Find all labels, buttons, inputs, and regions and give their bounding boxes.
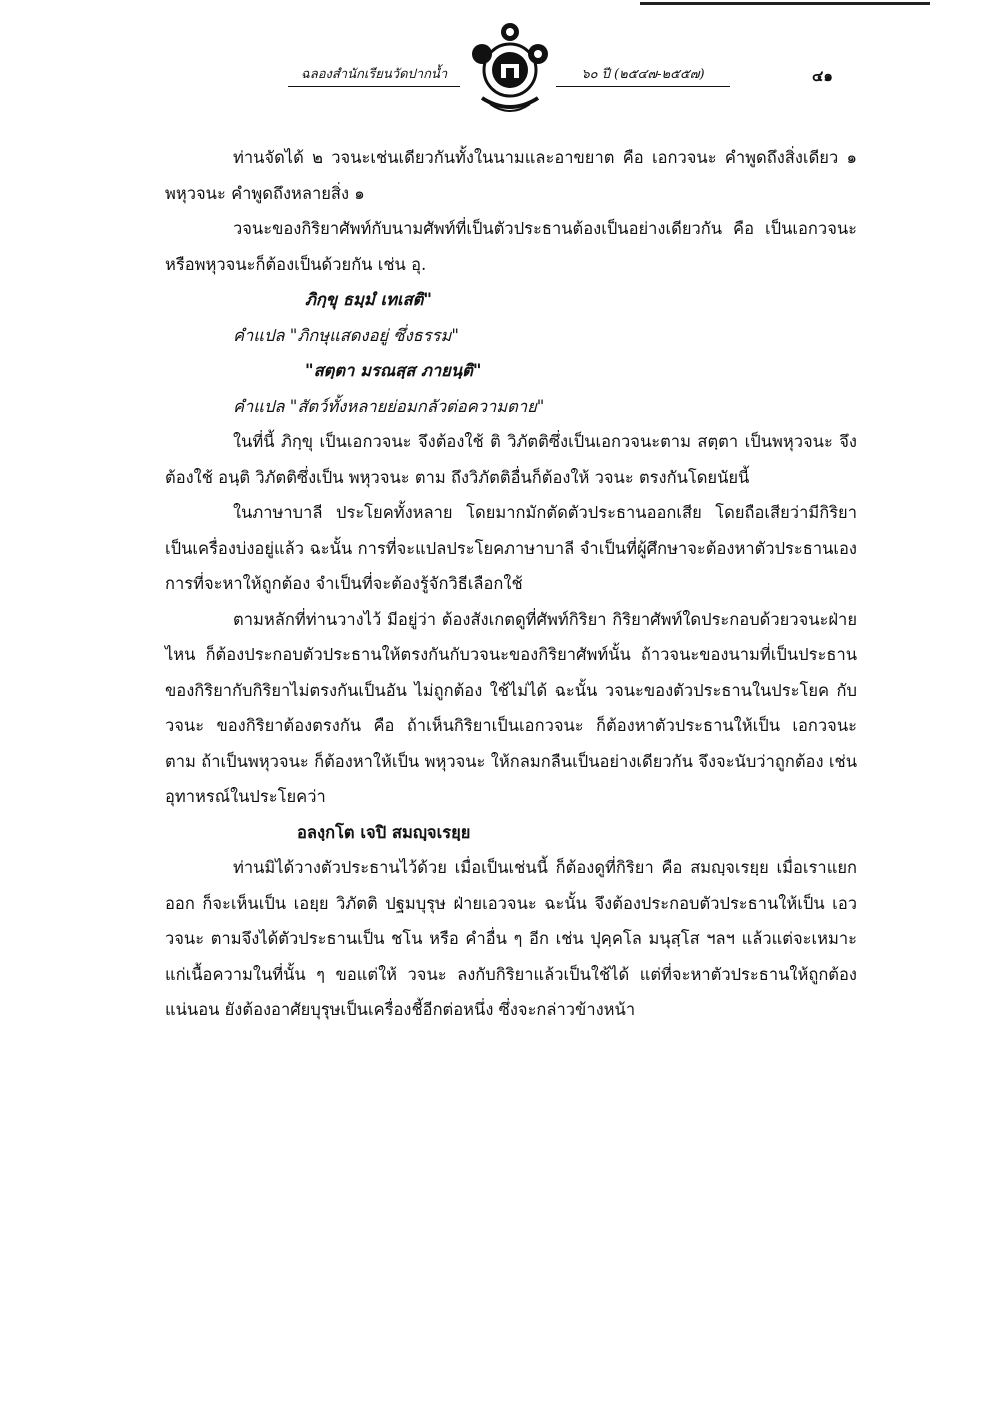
translation-2: คำแปล "สัตว์ทั้งหลายย่อมกลัวต่อความตาย" xyxy=(233,396,545,416)
document-body xyxy=(165,140,857,1028)
pali-example-1: ภิกฺขุ ธมฺมํ เทเสติ" xyxy=(305,290,432,309)
header-left-title: ฉลองสำนักเรียนวัดปากน้ำ xyxy=(288,63,460,87)
paragraph-6: ท่านมิได้วางตัวประธานไว้ด้วย เมื่อเป็นเช่นนี้ ก็ต้องดูที่กิริยา คือ สมญฺจเรยฺย เมื่อเราแยกออก ก็จะเห็นเป็น เอยฺย วิภัตติ ปฐมบุรุษ ฝ่ายเอวจนะ ฉะนั้น จึงต้องประกอบตัวประธานให้เป็น เอววจนะ ตามจึงได้ตัวประธานเป็น ชโน หรือ คำอื่น ๆ อีก เช่น ปุคฺคโล มนุสฺโส ฯลฯ แล้วแต่จะเหมาะแก่เนื้อความในที่นั้น ๆ ขอแต่ให้ วจนะ ลงกับกิริยาแล้วเป็นใช้ได้ แต่ที่จะหาตัวประธานให้ถูกต้องแน่นอน ยังต้องอาศัยบุรุษเป็นเครื่องชี้อีกต่อหนึ่ง ซึ่งจะกล่าวข้างหน้า xyxy=(165,858,857,1019)
page-number: ๔๑ xyxy=(812,67,833,85)
temple-emblem-logo xyxy=(468,18,552,118)
header-right-anniversary: ๖๐ ปี (๒๕๔๗-๒๕๕๗) xyxy=(556,63,730,87)
pali-example-3: อลงฺกโต เจปิ สมญฺจเรยฺย xyxy=(297,822,471,842)
translation-1: คำแปล "ภิกษุแสดงอยู่ ซึ่งธรรม" xyxy=(233,325,459,345)
paragraph-5: ตามหลักที่ท่านวางไว้ มีอยู่ว่า ต้องสังเกตดูที่ศัพท์กิริยา กิริยาศัพท์ใดประกอบด้วยวจนะฝ่ายไหน ก็ต้องประกอบตัวประธานให้ตรงกันกับวจนะของกิริยาศัพท์นั้น ถ้าวจนะของนามที่เป็นประธานของกิริยากับกิริยาไม่ตรงกันเป็นอัน ไม่ถูกต้อง ใช้ไม่ได้ ฉะนั้น วจนะของตัวประธานในประโยค กับ วจนะ ของกิริยาต้องตรงกัน คือ ถ้าเห็นกิริยาเป็นเอกวจนะ ก็ต้องหาตัวประธานให้เป็น เอกวจนะ ตาม ถ้าเป็นพหุวจนะ ก็ต้องหาให้เป็น พหุวจนะ ให้กลมกลืนเป็นอย่างเดียวกัน จึงจะนับว่าถูกต้อง เช่นอุทาหรณ์ในประโยคว่า xyxy=(165,609,857,806)
paragraph-4: ในภาษาบาลี ประโยคทั้งหลาย โดยมากมักตัดตัวประธานออกเสีย โดยถือเสียว่ามีกิริยาเป็นเครื่องบ่งอยู่แล้ว ฉะนั้น การที่จะแปลประโยคภาษาบาลี จำเป็นที่ผู้ศึกษาจะต้องหาตัวประธานเอง การที่จะหาให้ถูกต้อง จำเป็นที่จะต้องรู้จักวิธีเลือกใช้ xyxy=(165,503,857,593)
paragraph-1: ท่านจัดได้ ๒ วจนะเช่นเดียวกันทั้งในนามและอาขยาต คือ เอกวจนะ คำพูดถึงสิ่งเดียว ๑ พหุวจนะ คำพูดถึงหลายสิ่ง ๑ xyxy=(165,148,857,203)
paragraph-3: ในที่นี้ ภิกฺขุ เป็นเอกวจนะ จึงต้องใช้ ติ วิภัตติซึ่งเป็นเอกวจนะตาม สตฺตา เป็นพหุวจนะ จึงต้องใช้ อนฺติ วิภัตติซึ่งเป็น พหุวจนะ ตาม ถึงวิภัตติอื่นก็ต้องให้ วจนะ ตรงกันโดยนัยนี้ xyxy=(165,432,857,487)
page-header xyxy=(0,0,1000,130)
paragraph-2: วจนะของกิริยาศัพท์กับนามศัพท์ที่เป็นตัวประธานต้องเป็นอย่างเดียวกัน คือ เป็นเอกวจนะหรือพหุวจนะก็ต้องเป็นด้วยกัน เช่น อุ. xyxy=(165,219,857,274)
pali-example-2: "สตฺตา มรณสฺส ภายนฺติ" xyxy=(305,361,482,380)
